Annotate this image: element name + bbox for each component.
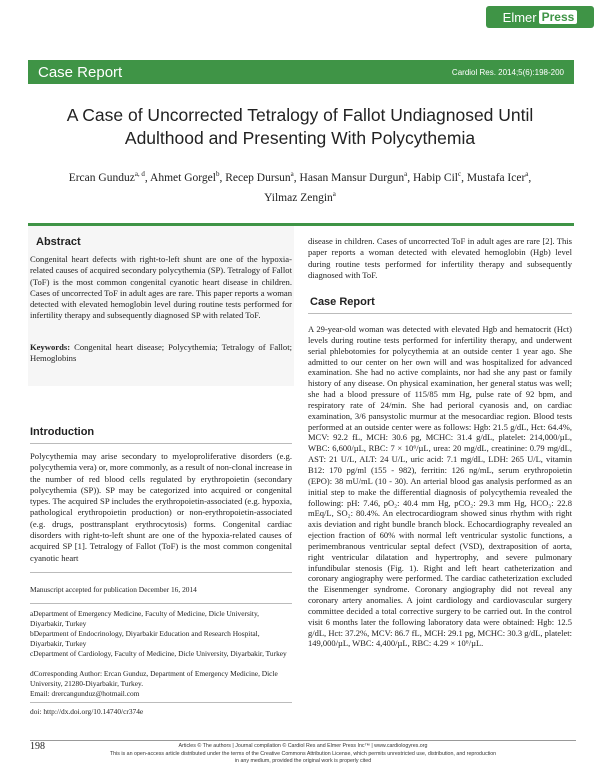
footer-license: This is an open-access article distributed under the terms of the Creative Commons Attribution License, which permits unrestricted use, distribution, and reproduction [109,750,497,757]
intro-continuation: disease in children. Cases of uncorrected ToF in adult ages are rare [2]. This paper reports a woman detected with elevated hemoglobin (Hgb) level during routine tests performed for infertility therapy and subsequently diagnosed with ToF. [308,236,572,280]
email: Email: drercangunduz@hotmail.com [30,689,140,698]
accepted-date: Manuscript accepted for publication December 16, 2014 [30,585,197,594]
keywords-text: Congenital heart disease; Polycythemia; Tetralogy of Fallot; Hemoglobins [30,342,292,364]
introduction-body: Polycythemia may arise secondary to myeloproliferative disorders (e.g. polycythemia vera) or, more commonly, as a result of non-clonal increase in the number of red blood cells regulated by erythropoietin (secondary polycythemia (SP)). SP may be categorized into acquired or congenital types. The acquired SP includes the erythropoietin-associated (e.g. hypoxia, pathological erythropoietin production) or non-erythropoietin-associated (e.g. drugs, posttransplant erythrocytosis) forms. Congenital cardiac disorders with right-to-left shunt are one of the hypoxia-related causes of acquired SP [1]. Tetralogy of Fallot (ToF) is the most common congenital cyanotic heart [30,451,292,563]
affiliation-c: cDepartment of Cardiology, Faculty of Medicine, Dicle University, Diyarbakir, Turkey [30,649,287,658]
affiliation-a: aDepartment of Emergency Medicine, Faculty of Medicine, Dicle University, Diyarbakir, Turkey [30,609,260,628]
author-6: , Mustafa Icer [461,171,526,184]
author-5-sup: c [458,170,462,178]
abstract-heading: Abstract [36,236,81,248]
article-title: A Case of Uncorrected Tetralogy of Fallot Undiagnosed Until Adulthood and Presenting With Polycythemia [66,105,534,148]
footer-license-2: in any medium, provided the original work is properly cited [234,758,372,764]
divider [308,313,572,314]
author-6-sup: a [525,170,529,178]
author-8: Yilmaz Zengin [264,191,333,204]
author-4-sup: a [404,170,408,178]
author-3-sup: a [290,170,294,178]
page-number: 198 [30,741,45,752]
introduction-heading: Introduction [30,426,95,438]
author-4: , Hasan Mansur Durgun [293,171,405,184]
footnote-divider [30,603,292,604]
author-list [50,166,550,206]
article-type-bar [28,60,574,84]
publisher-logo [486,6,594,28]
author-sep: , [528,171,532,184]
logo-text: Elmer [502,9,537,25]
case-report-heading: Case Report [310,296,375,308]
footer-copyright: Articles © The authors | Journal compilation © Cardiol Res and Elmer Press Inc™ | www.cardiologyres.org [178,743,428,749]
keywords-label: Keywords: [30,342,71,352]
article-type: Case Report [38,63,123,81]
footnote-divider [30,572,292,573]
author-1-sup: a, d [134,170,145,178]
journal-citation: Cardiol Res. 2014;5(6):198-200 [451,67,564,77]
author-2-sup: b [215,170,220,178]
corresponding-author: dCorresponding Author: Ercan Gunduz, Department of Emergency Medicine, Dicle University, 21280-Diyarbakir, Turkey. [30,669,278,688]
affiliation-b: bDepartment of Endocrinology, Diyarbakir Education and Research Hospital, Diyarbakir, Turkey [30,629,260,648]
logo-box-text: Press [539,10,578,24]
author-8-sup: a [332,189,336,198]
author-5: , Habip Cil [407,171,458,184]
doi-link[interactable]: doi: http://dx.doi.org/10.14740/cr374e [30,707,144,716]
case-report-body: A 29-year-old woman was detected with elevated Hgb and hematocrit (Hct) levels during routine tests performed for infertility therapy, and underwent serial phlebotomies for polycythemia at an outside center 1 year ago. She admitted to our center on her own will and was hospitalized for advanced examination. She had no active complaints, nor had she any past or family history of any disease. On physical examination, her general status was well; she had a blood pressure of 115/85 mm Hg, pulse rate of 92 bpm, and respiratory rate of 24/min. She had perioral cyanosis and, on cardiac examination, 3/6 pansystolic murmur at the mesocardiac region. Blood tests performed at an outside center were as follows: Hgb: 21.5 g/dL, Hct: 64.4%, MCV: 92.2 fL, MCH: 30.6 pg, MCHC: 31.4 g/dL, platelet: 214,000/µL, WBC: 6,600/µL, RBC: 7 × 10⁶/µL, urea: 20 mg/dL, creatinine: 0.79 mg/dL, AST: 21 U/L, ALT: 24 U/L, uric acid: 7.1 mg/dL, LDH: 265 U/L, vitamin B12: 170 pg/ml (155 - 982), ferritin: 126 ng/mL, serum erythropoietin (EPO): 38 mU/mL (10 - 30). An arterial blood gas analysis performed as an initial step to make the differential diagnosis of polycythemia revealed the following: pH: 7.46, pO₂: 40.4 mm Hg, pCO₂: 29.3 mm Hg, HCO₃: 22.8 mEq/L, SO₂: 80.4%. An electrocardiogram showed sinus rhythm with right axis deviation and right bundle branch block. Echocardiography revealed an ejection fraction of 60% with normal left ventricular systolic functions, a perimembranous ventricular septal defect (VSD), dextraposition of aorta, right ventricular dilatation and hypertrophy, and severe pulmonary infundibular stenosis (Fig. 1). Right and left heart catheterization and coronary angiography were performed. The cardiac catheterization excluded the Eisenmenger syndrome. Coronary angiography did not reveal any coronary artery anomalies. A joint cardiology and cardiovascular surgery committee decided a total corrective surgery to be carried out. In the control visit 6 months later the following laboratory data were obtained: Hgb: 12.5 g/dL, Hct: 37.2%, MCV: 86.7 fL, MCH: 29.1 pg, MCHC: 30.3 g/dL, platelet: 149,000/µL, WBC: 4,400/µL, RBC: 4.29 × 10⁶/µL. [308,324,572,649]
footnote-divider [30,702,292,703]
keywords [30,342,292,365]
abstract-body: Congenital heart defects with right-to-left shunt are one of the hypoxia-related causes of acquired secondary polycythemia (SP). Tetralogy of Fallot (ToF) is the most common congenital cyanotic heart disease in children. Cases of uncorrected ToF in adult ages are rare. This paper reports a woman detected with elevated hemoglobin level during routine tests performed for infertility therapy and subsequently diagnosed SP with related ToF. [30,254,292,321]
author-3: , Recep Dursun [219,171,291,184]
divider [30,443,292,444]
page-footer [30,740,576,766]
author-1: Ercan Gunduz [68,171,135,184]
author-2: , Ahmet Gorgel [144,171,216,184]
